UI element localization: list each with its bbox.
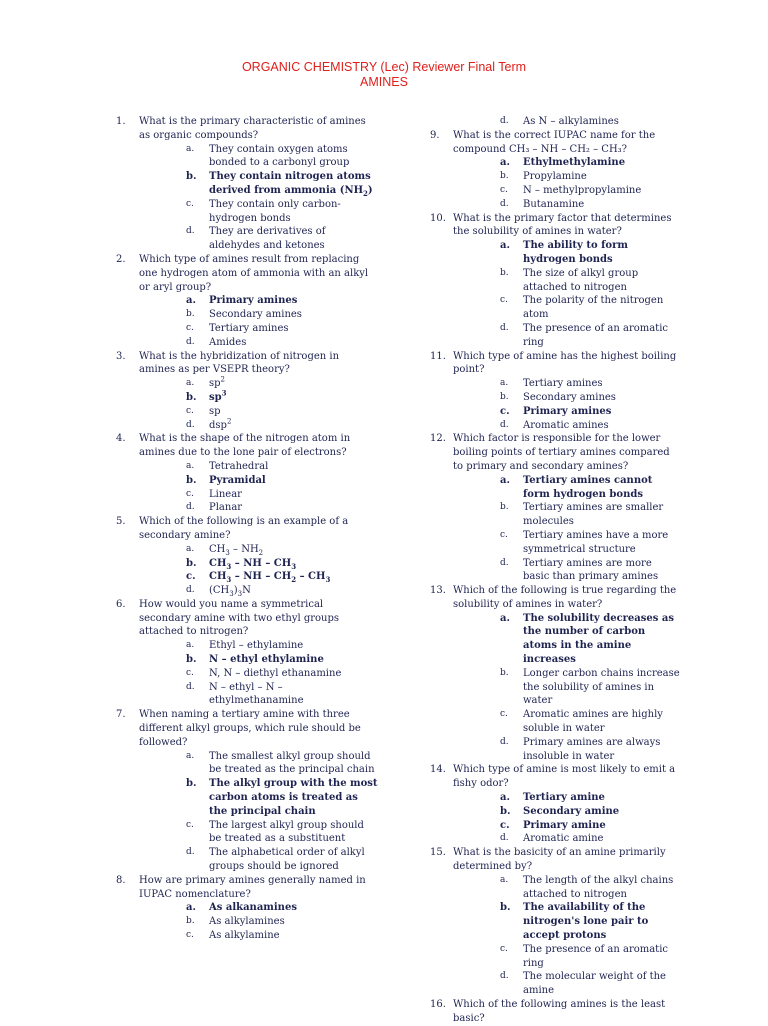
answer-option	[139, 846, 378, 874]
option-letter: b.	[186, 391, 197, 403]
option-letter: a.	[500, 474, 510, 486]
question	[116, 874, 378, 943]
option-list	[139, 143, 378, 253]
question-text: Which of the following amines is the least basic?	[453, 999, 666, 1024]
page-title: ORGANIC CHEMISTRY (Lec) Reviewer Final Term	[241, 60, 527, 74]
option-letter: b.	[500, 391, 509, 402]
option-text: $CH_3$ – NH – $CH_2 - CH_3$	[209, 571, 331, 585]
option-letter: b.	[186, 654, 197, 666]
option-text: Tertiary amines are more basic than primary amines	[523, 557, 659, 583]
question-number: 5.	[116, 516, 126, 528]
option-letter: b.	[500, 171, 509, 182]
answer-option	[139, 750, 378, 778]
question	[116, 598, 378, 708]
answer-option-correct	[139, 557, 378, 571]
left-column	[116, 115, 378, 943]
option-letter: d.	[500, 116, 509, 126]
answer-option	[139, 419, 378, 433]
option-letter: a.	[500, 157, 510, 169]
answer-option-correct	[139, 570, 378, 584]
answer-option	[453, 294, 680, 322]
answer-option	[453, 391, 680, 405]
question	[430, 998, 680, 1026]
answer-option-correct	[139, 474, 378, 488]
option-text: Pyramidal	[209, 474, 266, 486]
option-text: Aromatic amine	[523, 833, 604, 845]
option-list	[139, 901, 378, 942]
option-list	[139, 750, 378, 874]
option-text: They contain oxygen atoms bonded to a carbonyl group	[209, 143, 350, 169]
answer-option	[139, 460, 378, 474]
option-list	[453, 874, 680, 998]
question-text: Which of the following is an example of a secondary amine?	[139, 516, 349, 541]
question-text: When naming a tertiary amine with three different alkyl groups, which rule should be followed?	[139, 709, 361, 748]
option-text: Butanamine	[523, 198, 585, 210]
option-letter: a.	[186, 902, 196, 914]
question-number: 15.	[430, 847, 446, 859]
option-letter: d.	[500, 971, 509, 982]
option-letter: c.	[186, 322, 194, 333]
option-letter: c.	[500, 184, 508, 195]
option-letter: d.	[186, 585, 195, 596]
answer-option	[139, 915, 378, 929]
option-list	[453, 474, 680, 584]
option-text: They contain nitrogen atoms derived from ammonia $(NH_2)$	[209, 171, 373, 198]
answer-option-correct	[139, 388, 378, 405]
answer-option-correct	[453, 156, 680, 170]
option-letter: a.	[186, 295, 196, 307]
option-letter: a.	[500, 240, 510, 252]
option-text: N – methylpropylamine	[523, 184, 642, 196]
option-letter: a.	[500, 874, 509, 885]
option-letter: d.	[500, 198, 509, 209]
question-number: 14.	[430, 764, 446, 776]
option-text: $CH_3$ – NH – $CH_3$	[209, 557, 297, 571]
answer-option	[139, 405, 378, 419]
option-text: Primary amines	[523, 405, 612, 417]
answer-option-correct	[139, 294, 378, 308]
answer-option	[453, 667, 680, 708]
answer-option	[139, 336, 378, 350]
option-text: Tertiary amine	[523, 792, 605, 804]
option-text: The length of the alkyl chains attached to nitrogen	[523, 874, 674, 900]
option-text: $CH_3 - NH_2$	[209, 543, 264, 557]
option-letter: d.	[186, 336, 195, 347]
option-letter: b.	[500, 267, 509, 278]
option-letter: c.	[186, 405, 194, 416]
question-text: How would you name a symmetrical secondary amine with two ethyl groups attached to nitrogen?	[139, 598, 340, 638]
option-list	[139, 377, 378, 432]
option-letter: d.	[500, 833, 509, 844]
option-letter: c.	[186, 198, 194, 209]
answer-option	[453, 708, 680, 736]
option-text: The largest alkyl group should be treated as a substituent	[209, 819, 364, 845]
option-text: Aromatic amines	[523, 419, 609, 431]
option-list	[453, 239, 680, 349]
answer-option	[453, 501, 680, 529]
answer-option-correct	[139, 653, 378, 667]
option-letter: b.	[500, 902, 511, 914]
option-text: Tertiary amines are smaller molecules	[523, 502, 664, 528]
question	[430, 584, 680, 763]
answer-option	[453, 736, 680, 764]
question	[116, 253, 378, 350]
option-text: Secondary amines	[209, 309, 302, 321]
question-text: What is the hybridization of nitrogen in amines as per VSEPR theory?	[139, 350, 340, 376]
answer-option	[453, 267, 680, 295]
option-list	[453, 115, 680, 129]
answer-option	[453, 529, 680, 557]
question-number: 3.	[116, 350, 126, 362]
option-text: Primary amines are always insoluble in water	[523, 736, 661, 762]
answer-option-correct	[453, 901, 680, 942]
option-letter: a.	[186, 460, 195, 471]
option-text: The ability to form hydrogen bonds	[523, 240, 628, 265]
answer-option	[139, 488, 378, 502]
option-letter: b.	[186, 474, 197, 486]
option-text: The size of alkyl group attached to nitrogen	[523, 267, 639, 293]
option-letter: b.	[186, 916, 195, 927]
answer-option	[453, 198, 680, 212]
answer-option	[453, 943, 680, 971]
question-number: 13.	[430, 585, 446, 597]
option-text: The availability of the nitrogen's lone pair to accept protons	[523, 902, 649, 942]
question	[430, 350, 680, 433]
option-text: $(CH_3)_3N$	[209, 585, 251, 599]
option-text: As N – alkylamines	[523, 116, 619, 127]
option-text: As alkanamines	[209, 902, 297, 914]
option-letter: b.	[186, 778, 197, 790]
option-text: Secondary amines	[523, 391, 616, 403]
option-text: The alkyl group with the most carbon atoms is treated as the principal chain	[209, 778, 378, 817]
question-number: 10.	[430, 212, 446, 224]
option-text: Longer carbon chains increase the solubility of amines in water	[523, 667, 680, 707]
answer-option	[139, 681, 378, 709]
answer-option	[453, 557, 680, 585]
option-letter: d.	[186, 419, 195, 430]
question-number: 8.	[116, 874, 126, 886]
option-text: Tertiary amines	[209, 322, 289, 334]
question	[430, 129, 680, 212]
option-letter: b.	[186, 171, 197, 183]
option-text: Linear	[209, 488, 242, 500]
answer-option	[139, 198, 378, 226]
answer-option-correct	[139, 901, 378, 915]
question-text: What is the basicity of an amine primarily determined by?	[453, 847, 666, 873]
option-text: Planar	[209, 502, 243, 514]
option-text: N, N – diethyl ethanamine	[209, 667, 342, 679]
question	[116, 432, 378, 515]
right-column	[430, 115, 680, 1026]
answer-option	[453, 970, 680, 998]
option-letter: c.	[500, 819, 510, 831]
option-list	[139, 639, 378, 708]
answer-option	[453, 832, 680, 846]
answer-option	[139, 322, 378, 336]
option-letter: b.	[500, 502, 509, 513]
answer-option	[139, 819, 378, 847]
option-text: Tertiary amines cannot form hydrogen bonds	[523, 474, 653, 500]
option-letter: c.	[186, 667, 194, 678]
option-list	[453, 791, 680, 846]
question-text: Which factor is responsible for the lower boiling points of tertiary amines compared to primary and secondary amines?	[453, 433, 670, 472]
option-letter: c.	[500, 405, 510, 417]
answer-option-correct	[453, 239, 680, 267]
option-letter: c.	[186, 819, 194, 830]
option-letter: c.	[500, 709, 508, 720]
answer-option	[139, 667, 378, 681]
option-list	[139, 294, 378, 349]
answer-option	[453, 377, 680, 391]
option-letter: c.	[500, 943, 508, 954]
option-text: Ethyl – ethylamine	[209, 640, 304, 652]
question	[116, 708, 378, 874]
question-text: What is the primary characteristic of amines as organic compounds?	[139, 116, 366, 141]
option-letter: a.	[500, 792, 510, 804]
page-subtitle: AMINES	[360, 75, 408, 89]
answer-option	[453, 170, 680, 184]
option-letter: d.	[500, 419, 509, 430]
option-list	[139, 543, 378, 598]
option-letter: d.	[186, 226, 195, 237]
option-letter: b.	[500, 667, 509, 678]
option-letter: d.	[500, 736, 509, 747]
question-text: How are primary amines generally named in IUPAC nomenclature?	[139, 874, 366, 900]
option-text: As alkylamines	[209, 916, 285, 928]
answer-option	[139, 929, 378, 943]
option-text: Primary amine	[523, 819, 606, 831]
question-number: 11.	[430, 350, 446, 362]
question-text: Which type of amine is most likely to emit a fishy odor?	[453, 764, 676, 790]
answer-option-correct	[453, 405, 680, 419]
question-number: 12.	[430, 433, 446, 445]
question-text: Which type of amine has the highest boiling point?	[453, 350, 677, 376]
question-number: 6.	[116, 598, 126, 610]
option-letter: a.	[500, 378, 509, 389]
answer-option	[453, 419, 680, 433]
option-text: As alkylamine	[209, 930, 280, 942]
question	[430, 432, 680, 584]
option-letter: d.	[186, 847, 195, 858]
option-text: N – ethyl – N – ethylmethanamine	[209, 681, 304, 707]
question-number: 4.	[116, 433, 126, 445]
option-list	[453, 156, 680, 211]
option-text: They are derivatives of aldehydes and ketones	[209, 226, 326, 252]
question-number: 2.	[116, 253, 126, 265]
answer-option-correct	[453, 819, 680, 833]
answer-option-correct	[453, 612, 680, 667]
option-text: Primary amines	[209, 295, 298, 307]
answer-option-correct	[139, 777, 378, 818]
option-text: Tertiary amines have a more symmetrical structure	[523, 529, 669, 555]
option-letter: c.	[500, 295, 508, 306]
option-letter: c.	[186, 571, 196, 583]
option-letter: a.	[186, 543, 195, 554]
answer-option-correct	[453, 805, 680, 819]
option-text: The presence of an aromatic ring	[523, 943, 668, 969]
question	[430, 846, 680, 998]
option-list	[453, 612, 680, 764]
option-list	[139, 460, 378, 515]
answer-option	[139, 543, 378, 557]
option-text: The molecular weight of the amine	[523, 971, 666, 997]
answer-option	[453, 115, 680, 129]
option-letter: a.	[186, 750, 195, 761]
option-text: The presence of an aromatic ring	[523, 322, 668, 348]
question-number: 7.	[116, 709, 126, 721]
option-text: $sp^3$	[209, 388, 227, 403]
option-text: $sp^2$	[209, 375, 226, 390]
option-list	[453, 377, 680, 432]
answer-option-correct	[453, 474, 680, 502]
option-text: N – ethyl ethylamine	[209, 654, 324, 666]
option-text: dsp$^2$	[209, 417, 232, 431]
option-text: Tertiary amines	[523, 378, 603, 390]
option-letter: a.	[186, 378, 195, 389]
question-text: What is the correct IUPAC name for the compound CH₃ – NH – CH₂ – CH₃?	[453, 129, 656, 155]
option-letter: a.	[500, 612, 510, 624]
option-text: Tetrahedral	[209, 460, 269, 472]
answer-option	[139, 225, 378, 253]
option-letter: a.	[186, 143, 195, 154]
question	[116, 350, 378, 433]
question-number: 16.	[430, 999, 446, 1010]
option-letter: b.	[500, 805, 511, 817]
question-text: Which type of amines result from replacing one hydrogen atom of ammonia with an alkyl or aryl group?	[139, 253, 369, 293]
option-text: They contain only carbon-hydrogen bonds	[209, 198, 341, 224]
answer-option	[139, 377, 378, 391]
question-text: Which of the following is true regarding the solubility of amines in water?	[453, 585, 677, 610]
answer-option	[453, 322, 680, 350]
option-letter: a.	[186, 640, 195, 651]
option-text: The solubility decreases as the number of carbon atoms in the amine increases	[523, 612, 674, 666]
answer-option-correct	[453, 791, 680, 805]
question	[430, 763, 680, 846]
question	[430, 115, 680, 129]
option-letter: b.	[186, 309, 195, 320]
option-text: Aromatic amines are highly soluble in water	[523, 709, 663, 735]
answer-option-correct	[139, 170, 378, 198]
question-text: What is the shape of the nitrogen atom in amines due to the lone pair of electrons?	[139, 433, 351, 459]
option-letter: d.	[500, 322, 509, 333]
option-letter: c.	[186, 930, 194, 941]
option-letter: b.	[186, 557, 197, 569]
question	[116, 115, 378, 253]
answer-option	[453, 184, 680, 198]
option-text: sp	[209, 405, 221, 417]
question	[430, 212, 680, 350]
answer-option	[139, 501, 378, 515]
question	[116, 515, 378, 598]
option-text: Secondary amine	[523, 805, 620, 817]
option-letter: d.	[186, 681, 195, 692]
option-text: Propylamine	[523, 171, 587, 183]
option-letter: c.	[186, 488, 194, 499]
answer-option	[139, 308, 378, 322]
option-letter: d.	[186, 502, 195, 513]
answer-option	[139, 639, 378, 653]
option-letter: d.	[500, 557, 509, 568]
question-number: 9.	[430, 129, 440, 141]
question-number: 1.	[116, 116, 126, 127]
option-letter: c.	[500, 529, 508, 540]
option-text: The polarity of the nitrogen atom	[523, 295, 664, 321]
option-text: The alphabetical order of alkyl groups should be ignored	[209, 847, 365, 873]
option-text: The smallest alkyl group should be treated as the principal chain	[209, 750, 375, 776]
option-text: Amides	[209, 336, 247, 348]
question-text: What is the primary factor that determines the solubility of amines in water?	[453, 212, 672, 238]
answer-option	[139, 584, 378, 598]
answer-option	[139, 143, 378, 171]
answer-option	[453, 874, 680, 902]
option-text: Ethylmethylamine	[523, 157, 626, 169]
